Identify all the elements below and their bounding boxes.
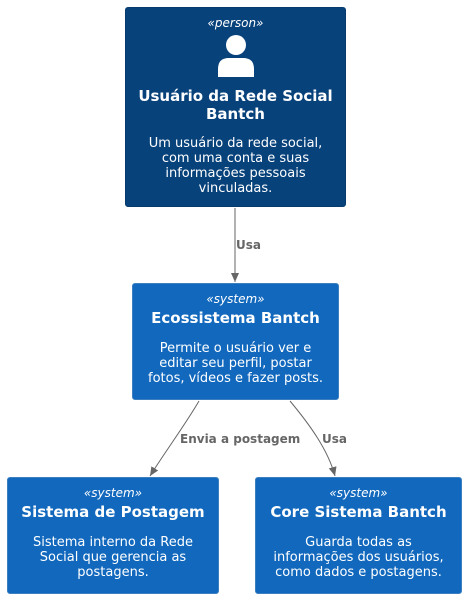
person-node[interactable] (125, 7, 346, 207)
ecossistema-desc-line: fotos, vídeos e fazer posts. (148, 371, 323, 386)
person-desc-line: Um usuário da rede social, (148, 136, 323, 151)
core-desc-line: Guarda todas as (305, 535, 412, 550)
person-stereotype: «person» (207, 16, 264, 30)
person-title-line1: Usuário da Rede Social (138, 87, 333, 105)
edge-label-usa-1: Usa (236, 238, 261, 252)
edge-label-envia-postagem: Envia a postagem (180, 432, 301, 446)
ecossistema-title: Ecossistema Bantch (151, 309, 320, 327)
ecossistema-system-node[interactable] (132, 283, 339, 400)
ecossistema-desc-line: Permite o usuário ver e (159, 341, 312, 356)
postagem-desc-line: Sistema interno da Rede (33, 535, 193, 550)
core-desc-line: informações dos usuários, (273, 550, 444, 565)
core-title: Core Sistema Bantch (270, 503, 447, 521)
core-desc-line: como dados e postagens. (275, 565, 442, 580)
core-system-node[interactable] (255, 477, 462, 594)
postagem-desc-line: Social que gerencia as (39, 550, 187, 565)
person-icon (216, 35, 256, 77)
ecossistema-stereotype: «system» (206, 292, 265, 306)
core-stereotype: «system» (329, 486, 388, 500)
postagem-title: Sistema de Postagem (21, 503, 205, 521)
person-desc-line: vinculadas. (198, 181, 273, 196)
ecossistema-desc-line: editar seu perfil, postar (159, 356, 312, 371)
postagem-desc-line: postagens. (77, 565, 149, 580)
postagem-system-node[interactable] (7, 477, 219, 594)
person-desc-line: com uma conta e suas (161, 151, 310, 166)
person-desc-line: informações pessoais (165, 166, 306, 181)
edge-label-usa-2: Usa (322, 432, 347, 446)
person-title-line2: Bantch (206, 105, 265, 123)
postagem-stereotype: «system» (83, 486, 143, 500)
